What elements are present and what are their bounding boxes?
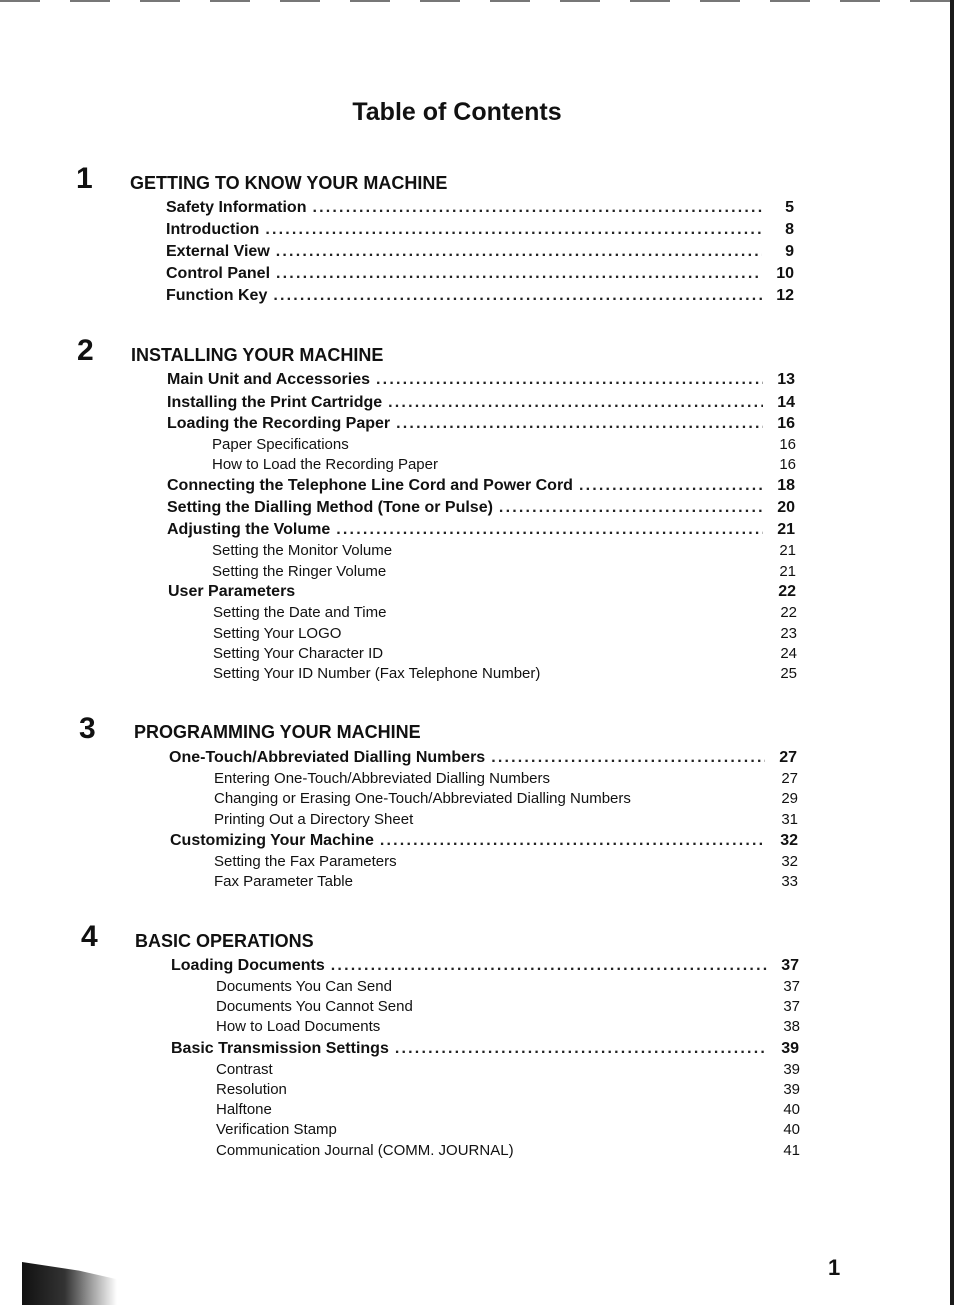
toc-entry-page: 18 [777, 477, 795, 494]
toc-subentry-page: 33 [781, 873, 798, 890]
toc-subentry-title: Paper Specifications [212, 436, 349, 453]
dot-leader [336, 521, 763, 539]
toc-subentry[interactable] [212, 542, 796, 562]
toc-subentry[interactable] [216, 998, 800, 1018]
toc-entry[interactable] [167, 394, 795, 414]
toc-entry-title: External View [166, 243, 270, 260]
toc-subentry[interactable] [213, 665, 797, 685]
toc-entry[interactable] [167, 477, 795, 497]
toc-entry-title: Installing the Print Cartridge [167, 394, 383, 411]
chapter-number: 4 [81, 920, 98, 953]
scan-right-edge [950, 0, 954, 1305]
toc-subentry-title: Fax Parameter Table [214, 873, 353, 890]
toc-subentry-page: 37 [783, 998, 800, 1015]
toc-entry[interactable] [167, 415, 795, 435]
toc-entry-page: 37 [781, 957, 799, 974]
chapter-title: PROGRAMMING YOUR MACHINE [134, 722, 421, 742]
toc-subentry-page: 40 [783, 1101, 800, 1118]
toc-subentry[interactable] [216, 1018, 800, 1038]
toc-entry-title: One-Touch/Abbreviated Dialling Numbers [169, 749, 486, 766]
chapter-title: GETTING TO KNOW YOUR MACHINE [130, 173, 448, 193]
toc-subentry[interactable] [214, 770, 798, 790]
toc-subentry-title: Contrast [216, 1061, 273, 1078]
scan-top-edge [0, 0, 954, 2]
toc-subentry-page: 38 [783, 1018, 800, 1035]
toc-entry-page: 27 [779, 749, 797, 766]
toc-subentry[interactable] [213, 645, 797, 665]
toc-subentry[interactable] [212, 563, 796, 583]
toc-subentry-page: 21 [779, 563, 796, 580]
toc-subentry-page: 22 [780, 604, 797, 621]
toc-subentry[interactable] [214, 873, 798, 893]
toc-subentry-title: Halftone [216, 1101, 272, 1118]
toc-subentry-page: 39 [783, 1061, 800, 1078]
toc-entry-page: 22 [778, 583, 796, 600]
toc-entry-page: 13 [777, 371, 795, 388]
toc-subentry[interactable] [216, 1121, 800, 1141]
dot-leader [579, 477, 763, 495]
toc-entry-page: 39 [781, 1040, 799, 1057]
toc-entry-page: 12 [776, 287, 794, 304]
toc-entry[interactable] [167, 499, 795, 519]
toc-subentry-page: 40 [783, 1121, 800, 1138]
chapter-title: INSTALLING YOUR MACHINE [131, 345, 384, 365]
dot-leader [265, 221, 762, 239]
toc-subentry-page: 29 [781, 790, 798, 807]
chapter-number: 1 [76, 162, 93, 195]
toc-subentry[interactable] [214, 811, 798, 831]
dot-leader [388, 394, 763, 412]
dot-leader [499, 499, 763, 517]
toc-subentry-page: 24 [780, 645, 797, 662]
toc-subentry-title: Verification Stamp [216, 1121, 337, 1138]
toc-subentry-title: Setting the Fax Parameters [214, 853, 397, 870]
toc-entry-title: Loading Documents [171, 957, 325, 974]
toc-entry-page: 10 [776, 265, 794, 282]
toc-subentry-page: 31 [781, 811, 798, 828]
toc-entry[interactable] [170, 832, 798, 852]
toc-subentry-title: How to Load Documents [216, 1018, 381, 1035]
dot-leader [395, 1040, 767, 1058]
toc-entry-page: 20 [777, 499, 795, 516]
page-title: Table of Contents [352, 98, 562, 126]
toc-entry[interactable] [169, 749, 797, 769]
toc-entry-title: Connecting the Telephone Line Cord and Power Cord [167, 477, 573, 494]
toc-subentry[interactable] [214, 790, 798, 810]
scan-artifact [22, 1262, 117, 1305]
toc-entry[interactable] [171, 957, 799, 977]
toc-subentry-title: Printing Out a Directory Sheet [214, 811, 414, 828]
dot-leader [376, 371, 763, 389]
toc-entry-page: 14 [777, 394, 795, 411]
page-number: 1 [828, 1255, 841, 1280]
toc-subentry[interactable] [213, 625, 797, 645]
toc-subentry-page: 27 [781, 770, 798, 787]
toc-entry[interactable] [167, 521, 795, 541]
toc-subentry-page: 37 [783, 978, 800, 995]
toc-entry[interactable] [166, 243, 794, 263]
toc-subentry-page: 16 [779, 456, 796, 473]
toc-entry-page: 9 [785, 243, 794, 260]
toc-entry[interactable] [166, 265, 794, 285]
toc-entry-title: Main Unit and Accessories [167, 371, 371, 388]
toc-subentry-page: 25 [780, 665, 797, 682]
toc-subentry[interactable] [216, 978, 800, 998]
toc-subentry[interactable] [213, 604, 797, 624]
dot-leader [276, 243, 762, 261]
toc-entry[interactable] [168, 583, 796, 603]
chapter-number: 2 [77, 334, 94, 367]
toc-subentry-title: Communication Journal (COMM. JOURNAL) [216, 1142, 514, 1159]
toc-subentry-title: Setting the Ringer Volume [212, 563, 387, 580]
toc-subentry[interactable] [212, 456, 796, 476]
toc-entry-page: 5 [785, 199, 794, 216]
toc-entry-title: Safety Information [166, 199, 307, 216]
dot-leader [273, 287, 762, 305]
toc-subentry-title: Resolution [216, 1081, 287, 1098]
toc-subentry-title: Documents You Can Send [216, 978, 392, 995]
toc-entry-page: 21 [777, 521, 795, 538]
dot-leader [331, 957, 767, 975]
toc-subentry-title: Entering One-Touch/Abbreviated Dialling Numbers [214, 770, 551, 787]
toc-entry-title: Control Panel [166, 265, 271, 282]
toc-subentry-title: Setting the Monitor Volume [212, 542, 393, 559]
toc-subentry-page: 21 [779, 542, 796, 559]
chapter-number: 3 [79, 712, 96, 745]
toc-entry-title: Basic Transmission Settings [171, 1040, 389, 1057]
toc-entry-page: 8 [785, 221, 794, 238]
chapter-title: BASIC OPERATIONS [135, 931, 314, 951]
toc-entry[interactable] [166, 199, 794, 219]
toc-entry[interactable] [167, 371, 795, 391]
dot-leader [380, 832, 766, 850]
toc-subentry[interactable] [216, 1081, 800, 1101]
toc-subentry-title: Setting Your ID Number (Fax Telephone Number) [213, 665, 541, 682]
toc-subentry-page: 32 [781, 853, 798, 870]
toc-entry[interactable] [166, 221, 794, 241]
toc-entry-title: Customizing Your Machine [170, 832, 374, 849]
toc-entry[interactable] [171, 1040, 799, 1060]
toc-subentry-page: 39 [783, 1081, 800, 1098]
toc-entry-title: Function Key [166, 287, 268, 304]
toc-subentry-title: Setting Your Character ID [213, 645, 384, 662]
toc-subentry-title: Changing or Erasing One-Touch/Abbreviated Dialling Numbers [214, 790, 631, 807]
toc-subentry[interactable] [216, 1061, 800, 1081]
toc-entry-title: Setting the Dialling Method (Tone or Pulse) [167, 499, 493, 516]
toc-entry-title: Loading the Recording Paper [167, 415, 391, 432]
dot-leader [312, 199, 762, 217]
toc-subentry[interactable] [214, 853, 798, 873]
toc-entry-title: Adjusting the Volume [167, 521, 331, 538]
toc-subentry-page: 41 [783, 1142, 800, 1159]
dot-leader [276, 265, 762, 283]
toc-subentry-page: 23 [780, 625, 797, 642]
toc-entry-title: Introduction [166, 221, 260, 238]
toc-subentry-title: How to Load the Recording Paper [212, 456, 438, 473]
toc-subentry-page: 16 [779, 436, 796, 453]
toc-entry-page: 32 [780, 832, 798, 849]
toc-subentry-title: Setting Your LOGO [213, 625, 342, 642]
dot-leader [396, 415, 763, 433]
toc-entry-page: 16 [777, 415, 795, 432]
toc-subentry[interactable] [216, 1142, 800, 1162]
dot-leader [491, 749, 765, 767]
toc-entry[interactable] [166, 287, 794, 307]
toc-entry-title: User Parameters [168, 583, 296, 600]
toc-subentry[interactable] [216, 1101, 800, 1121]
toc-subentry-title: Setting the Date and Time [213, 604, 387, 621]
toc-subentry-title: Documents You Cannot Send [216, 998, 413, 1015]
toc-subentry[interactable] [212, 436, 796, 456]
